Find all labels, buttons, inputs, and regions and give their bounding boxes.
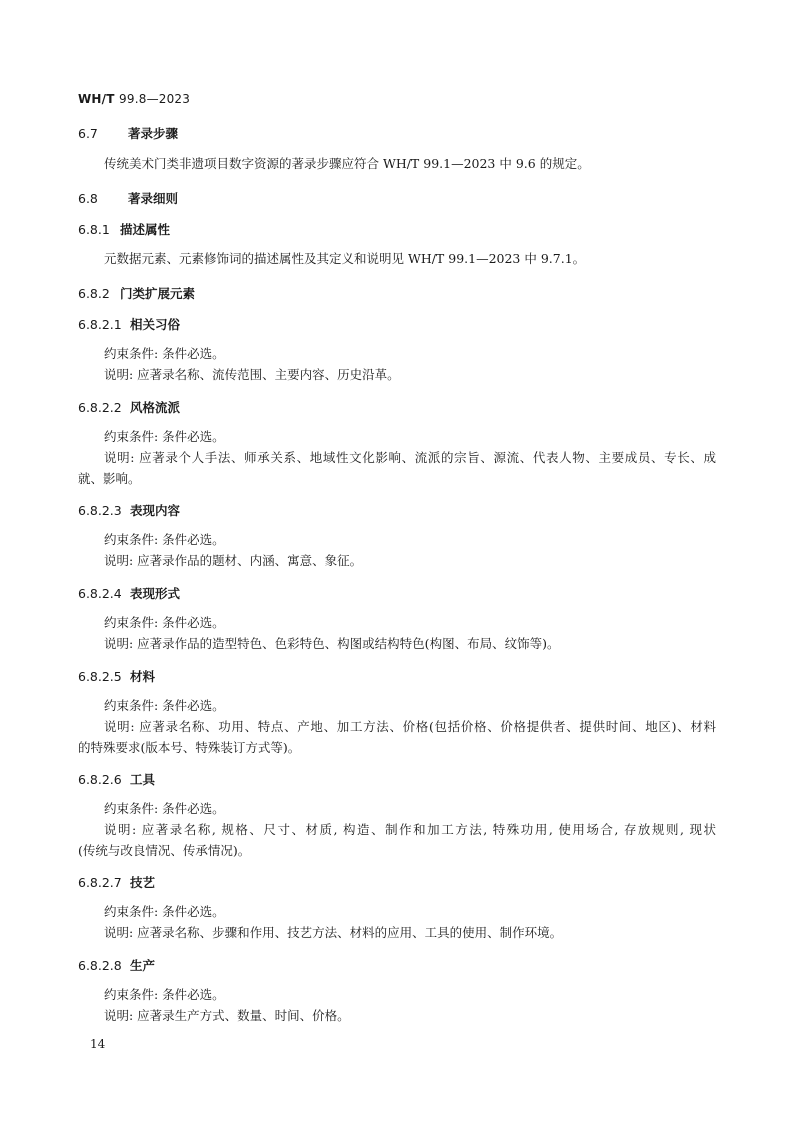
- section-text-6-8-1: 元数据元素、元素修饰词的描述属性及其定义和说明见 WH/T 99.1—2023 中 9.7.1。: [104, 251, 586, 266]
- description-text: 说明: 应著录名称、功用、特点、产地、加工方法、价格(包括价格、价格提供者、提供时间、地区)、材料: [104, 719, 716, 734]
- standard-number: 99.8—2023: [119, 92, 191, 106]
- section-number: 6.8.2.7: [78, 875, 122, 890]
- section-number: 6.8.2.3: [78, 503, 122, 518]
- section-title: 工具: [130, 772, 156, 787]
- section-title: 著录细则: [128, 191, 179, 206]
- section-title: 生产: [130, 958, 156, 973]
- section-heading-6-8-2-8: [78, 956, 155, 974]
- description-text-continued: (传统与改良情况、传承情况)。: [78, 843, 251, 858]
- section-number: 6.8.1: [78, 222, 110, 237]
- section-title: 描述属性: [120, 222, 171, 237]
- section-number: 6.8.2.4: [78, 586, 122, 601]
- constraint-text: 约束条件: 条件必选。: [104, 987, 225, 1002]
- constraint-text: 约束条件: 条件必选。: [104, 615, 225, 630]
- section-heading-6-8-2-3: [78, 501, 180, 519]
- section-number: 6.8.2.1: [78, 317, 122, 332]
- description-text: 说明: 应著录名称, 规格、尺寸、材质, 构造、制作和加工方法, 特殊功用, 使用场合, 存放规则, 现状: [104, 822, 716, 837]
- section-title: 相关习俗: [130, 317, 181, 332]
- section-title: 著录步骤: [128, 126, 179, 141]
- section-number: 6.8.2.6: [78, 772, 122, 787]
- section-heading-6-8-2-5: [78, 667, 155, 685]
- section-title: 表现形式: [130, 586, 181, 601]
- section-text-6-7: 传统美术门类非遗项目数字资源的著录步骤应符合 WH/T 99.1—2023 中 9.6 的规定。: [104, 156, 590, 171]
- description-text: 说明: 应著录作品的题材、内涵、寓意、象征。: [104, 553, 363, 568]
- section-title: 材料: [130, 669, 156, 684]
- constraint-text: 约束条件: 条件必选。: [104, 904, 225, 919]
- section-number: 6.8.2.2: [78, 400, 122, 415]
- section-number: 6.8: [78, 191, 98, 206]
- section-heading-6-8-2-4: [78, 584, 180, 602]
- page-number: 14: [90, 1037, 106, 1051]
- section-number: 6.7: [78, 126, 98, 141]
- section-heading-6-8-2: [78, 284, 195, 302]
- section-heading-6-8-2-7: [78, 873, 155, 891]
- constraint-text: 约束条件: 条件必选。: [104, 429, 225, 444]
- description-text-continued: 的特殊要求(版本号、特殊装订方式等)。: [78, 740, 301, 755]
- description-text: 说明: 应著录个人手法、师承关系、地域性文化影响、流派的宗旨、源流、代表人物、主要成员、专长、成: [104, 450, 716, 465]
- section-title: 表现内容: [130, 503, 181, 518]
- standard-header: [78, 92, 190, 106]
- constraint-text: 约束条件: 条件必选。: [104, 801, 225, 816]
- constraint-text: 约束条件: 条件必选。: [104, 346, 225, 361]
- section-heading-6-8-2-1: [78, 315, 180, 333]
- section-heading-6-7: [78, 124, 178, 142]
- section-heading-6-8-2-2: [78, 398, 180, 416]
- section-title: 门类扩展元素: [120, 286, 196, 301]
- section-number: 6.8.2: [78, 286, 110, 301]
- section-title: 风格流派: [130, 400, 181, 415]
- section-number: 6.8.2.5: [78, 669, 122, 684]
- description-text: 说明: 应著录生产方式、数量、时间、价格。: [104, 1008, 350, 1023]
- description-text: 说明: 应著录作品的造型特色、色彩特色、构图或结构特色(构图、布局、纹饰等)。: [104, 636, 560, 651]
- section-title: 技艺: [130, 875, 156, 890]
- section-heading-6-8-1: [78, 220, 170, 238]
- description-text-continued: 就、影响。: [78, 471, 141, 486]
- section-heading-6-8: [78, 189, 178, 207]
- description-text: 说明: 应著录名称、步骤和作用、技艺方法、材料的应用、工具的使用、制作环境。: [104, 925, 563, 940]
- constraint-text: 约束条件: 条件必选。: [104, 698, 225, 713]
- section-heading-6-8-2-6: [78, 770, 155, 788]
- constraint-text: 约束条件: 条件必选。: [104, 532, 225, 547]
- description-text: 说明: 应著录名称、流传范围、主要内容、历史沿革。: [104, 367, 400, 382]
- section-number: 6.8.2.8: [78, 958, 122, 973]
- standard-code: WH/T: [78, 92, 115, 106]
